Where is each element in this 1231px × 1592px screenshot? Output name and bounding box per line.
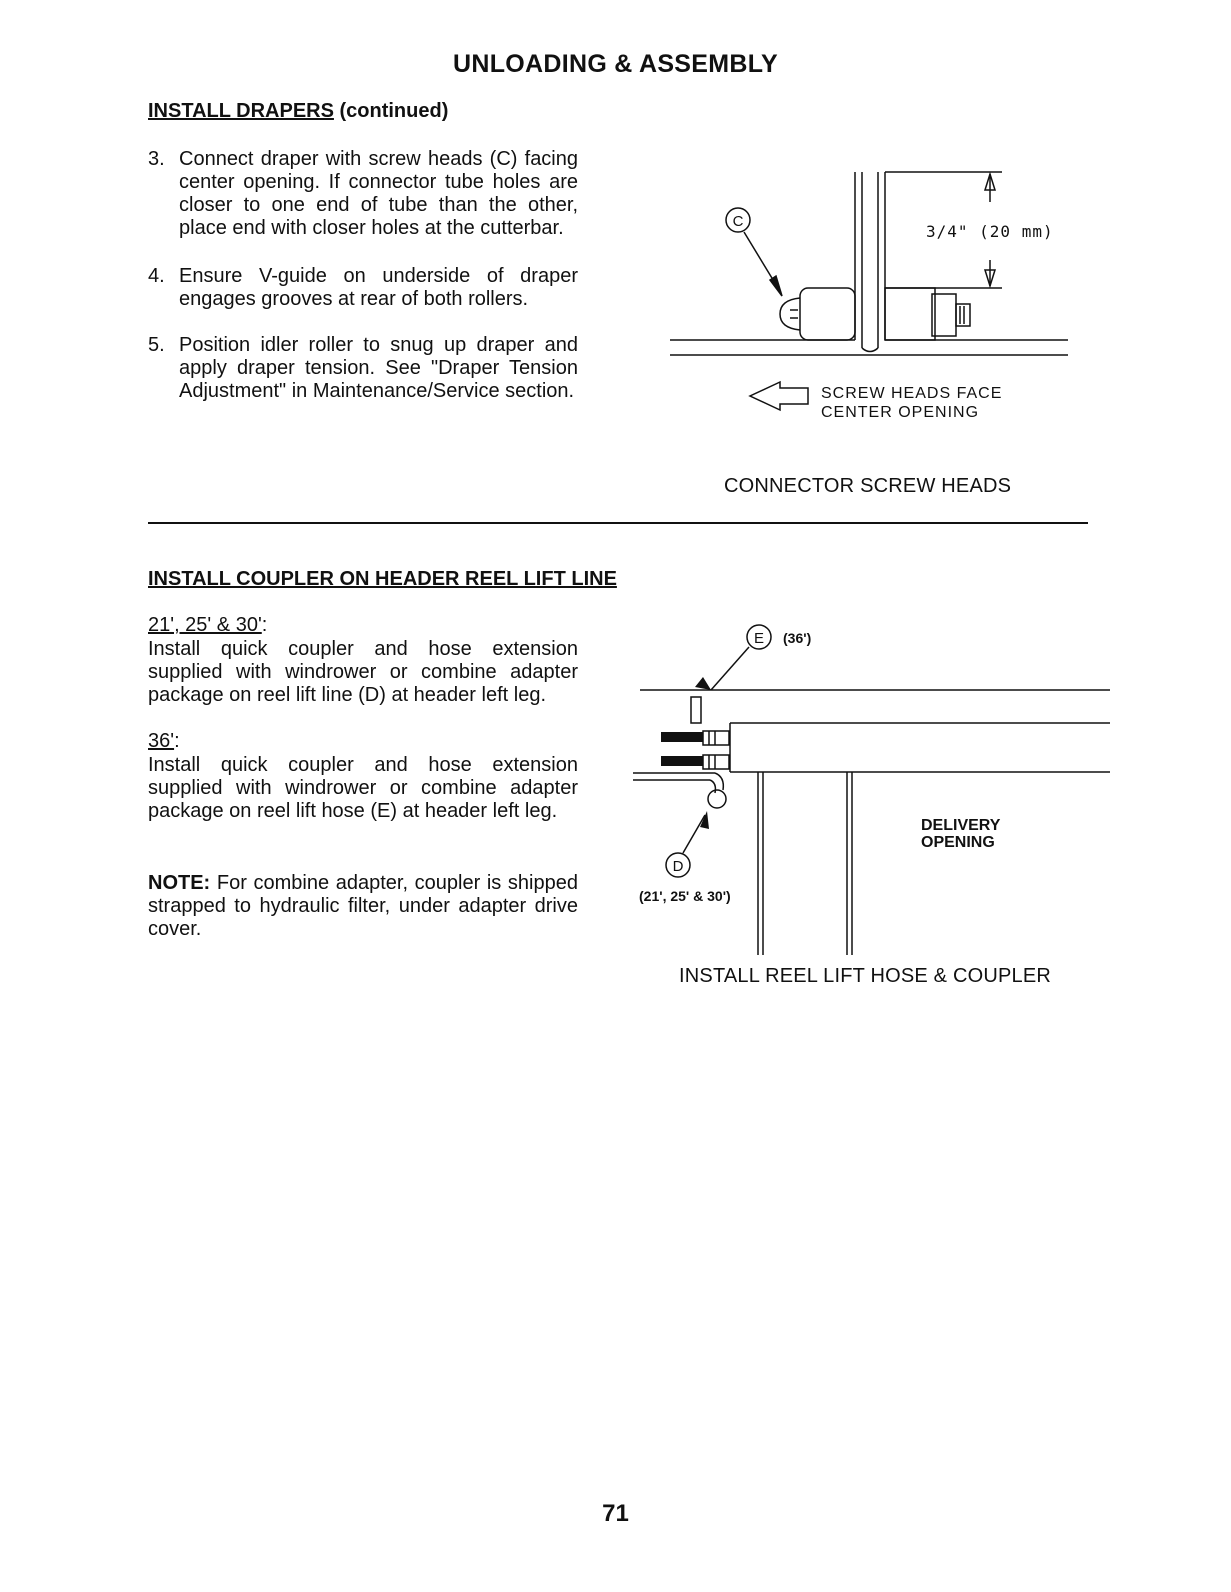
page-number: 71 [602,1500,629,1527]
section-divider [148,522,1088,524]
step-number: 5. [148,334,165,356]
subheading-label: 36' [148,730,175,752]
step-number: 4. [148,265,165,287]
dimension-label: 3/4" (20 mm) [926,222,1054,241]
step-text: Connect draper with screw heads (C) facing center opening. If connector tube holes are closer to one end of tube than the other, place end with closer holes at the cutterbar. [179,148,578,239]
delivery-opening-line2: OPENING [921,834,995,851]
figure-caption-reel-lift: INSTALL REEL LIFT HOSE & COUPLER [679,965,1052,987]
callout-e-note: (36') [783,630,812,646]
subheading-colon: : [261,614,268,636]
section-heading-suffix: (continued) [333,100,449,122]
note-text: For combine adapter, coupler is shipped strapped to hydraulic filter, under adapter drive cover. [148,872,578,940]
step-4 [148,265,578,311]
page-title: UNLOADING & ASSEMBLY [452,50,778,78]
arrow-label-line2: CENTER OPENING [821,404,980,421]
callout-c-label: C [732,213,744,230]
delivery-opening-line1: DELIVERY [921,817,1001,834]
note-paragraph [148,872,578,941]
section-heading-install-drapers [148,100,448,123]
connector-screw-heads-diagram [640,160,1100,460]
step-number: 3. [148,148,165,170]
step-3 [148,148,578,240]
paragraph-21-25-30: Install quick coupler and hose extension supplied with windrower or combine adapter package on reel lift line (D) at header left leg. [148,638,578,706]
section-heading-main: INSTALL DRAPERS [148,100,334,122]
callout-e-label: E [753,630,765,647]
reel-lift-hose-diagram [625,615,1115,960]
callout-d-label: D [672,858,684,875]
step-5 [148,334,578,403]
step-text: Position idler roller to snug up draper and apply draper tension. See "Draper Tension Adjustment" in Maintenance/Service section. [179,334,578,402]
subheading-label: 21', 25' & 30' [148,614,262,636]
step-text: Ensure V-guide on underside of draper engages grooves at rear of both rollers. [179,265,578,310]
subheading-21-25-30 [148,614,267,637]
section-heading-install-coupler [148,568,617,591]
section-heading-main: INSTALL COUPLER ON HEADER REEL LIFT LINE [148,568,617,590]
callout-d-note: (21', 25' & 30') [639,888,731,904]
figure-caption-connector: CONNECTOR SCREW HEADS [724,475,1012,497]
arrow-label-line1: SCREW HEADS FACE [821,385,1003,402]
note-label: NOTE: [148,872,211,894]
subheading-36 [148,730,180,753]
paragraph-36: Install quick coupler and hose extension supplied with windrower or combine adapter package on reel lift hose (E) at header left leg. [148,754,578,822]
subheading-colon: : [174,730,180,752]
